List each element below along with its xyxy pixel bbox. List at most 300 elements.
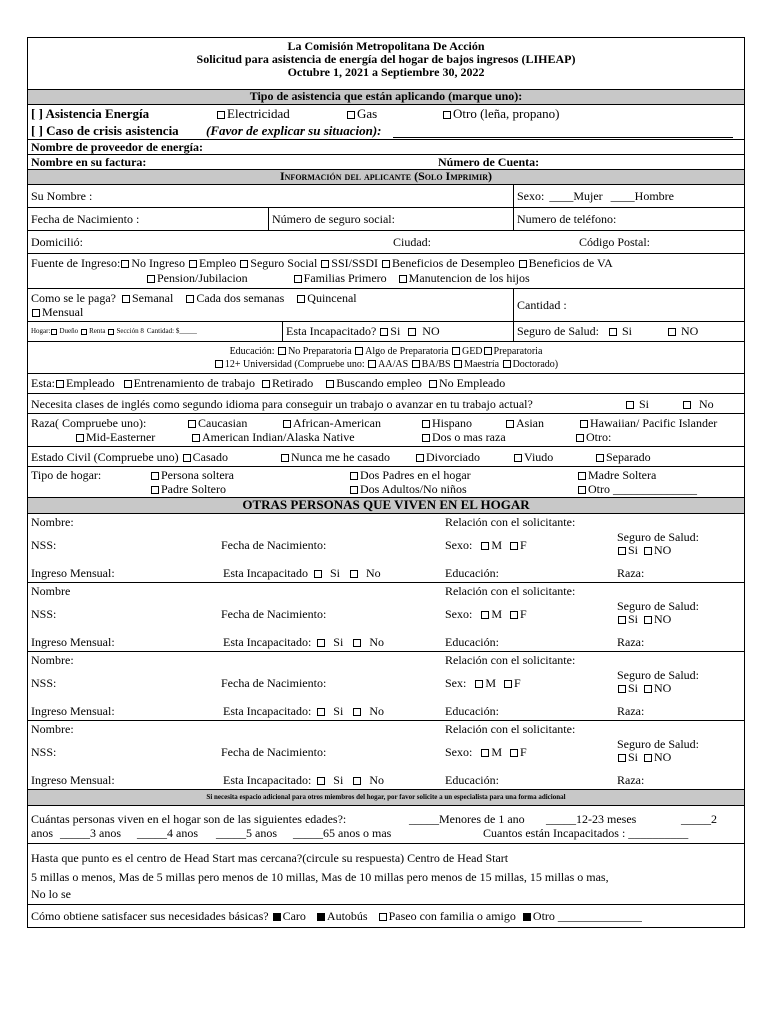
checkbox-icon [416, 454, 424, 462]
person-health-no: NO [654, 750, 672, 764]
home-s8: Sección 8 [116, 327, 144, 335]
person-disabled-yes: Si [333, 704, 344, 718]
inc-unemp: Beneficios de Desempleo [391, 256, 515, 270]
age-65[interactable]: _____65 anos o mas [293, 826, 392, 840]
checkbox-icon[interactable] [618, 547, 626, 555]
checkbox-icon[interactable] [618, 616, 626, 624]
marital-row [28, 447, 744, 467]
age-5[interactable]: _____5 anos [216, 826, 277, 840]
checkbox-icon[interactable] [294, 275, 302, 283]
education-line1 [28, 345, 744, 358]
checkbox-icon[interactable] [314, 570, 322, 578]
checkbox-icon[interactable] [108, 329, 114, 335]
person-ssn-field[interactable]: NSS: [31, 538, 57, 552]
employment-status-row [28, 374, 744, 394]
headstart-row [28, 844, 744, 905]
age-12-23[interactable]: _____12-23 meses [546, 812, 637, 826]
person-sex-field [445, 677, 521, 690]
person-health-yes: Si [628, 543, 639, 557]
person-relation-field[interactable]: Relación con el solicitante: [445, 584, 576, 598]
checkbox-icon[interactable] [379, 913, 387, 921]
hh-twoparents[interactable] [349, 469, 471, 482]
pay-question: Como se le paga? [31, 291, 116, 305]
checkbox-icon[interactable] [368, 360, 376, 368]
person-dob-field[interactable]: Fecha de Nacimiento: [221, 538, 327, 552]
mar-separated[interactable] [595, 451, 651, 464]
pay-semimonthly: Quincenal [307, 291, 357, 305]
headstart-options[interactable]: 5 millas o menos, Mas de 5 millas pero menos de 10 millas, Mas de 10 millas pero menos de 15 millas, 15 millas o mas, [31, 870, 609, 884]
marital-label: Estado Civil (Compruebe uno) [31, 450, 179, 464]
mar-married: Casado [192, 450, 228, 464]
checkbox-icon [683, 401, 691, 409]
pay-weekly: Semanal [131, 291, 174, 305]
person-race-field[interactable]: Raza: [617, 566, 645, 580]
race-two-label: Dos o mas raza [432, 430, 506, 444]
race-other-label: Otro: [586, 430, 612, 444]
opt-electric-label: Electricidad [227, 106, 290, 121]
person-health-options [617, 751, 671, 764]
person-relation-field[interactable]: Relación con el solicitante: [445, 515, 576, 529]
hh-twoadults[interactable] [349, 483, 467, 496]
pay-frequency-field [28, 289, 514, 321]
checkbox-icon[interactable] [121, 260, 129, 268]
other-person-block [28, 583, 744, 652]
person-disabled-yes: Si [329, 566, 340, 580]
checkbox-icon[interactable] [353, 708, 361, 716]
bill-row [28, 155, 744, 170]
person-disabled-field [223, 774, 384, 787]
hh-singledad[interactable] [150, 483, 226, 496]
checkbox-icon[interactable] [523, 913, 531, 921]
checkbox-icon[interactable] [503, 360, 511, 368]
inc-support: Manutencion de los hijos [408, 271, 530, 285]
mar-widow[interactable] [513, 451, 553, 464]
checkbox-icon [443, 111, 451, 119]
bill-name-field[interactable]: Nombre en su factura: [31, 155, 147, 169]
city-field[interactable]: Ciudad: [393, 235, 431, 249]
checkbox-icon[interactable] [355, 347, 363, 355]
checkbox-icon[interactable] [481, 542, 489, 550]
form-header [28, 38, 744, 90]
checkbox-icon[interactable] [273, 913, 281, 921]
checkbox-icon[interactable] [382, 260, 390, 268]
person-ssn-field[interactable]: NSS: [31, 607, 57, 621]
checkbox-icon [350, 472, 358, 480]
checkbox-icon[interactable] [408, 328, 416, 336]
hh-singledad-label: Padre Soltero [161, 482, 226, 496]
age-2[interactable]: _____2 [681, 812, 717, 826]
race-row [28, 414, 744, 447]
checkbox-icon[interactable] [240, 260, 248, 268]
checkbox-icon[interactable] [353, 777, 361, 785]
health-no: NO [681, 324, 699, 338]
person-sex-label: Sexo: [445, 607, 473, 621]
health-insurance-field [514, 322, 744, 341]
phone-field[interactable]: Numero de teléfono: [517, 211, 617, 226]
household-row [28, 467, 744, 498]
race-other[interactable] [575, 431, 611, 444]
person-dob-field[interactable]: Fecha de Nacimiento: [221, 676, 327, 690]
checkbox-icon[interactable] [481, 611, 489, 619]
english-question: Necesita clases de inglés como segundo idioma para conseguir un trabajo o avanzar en tu trabajo actual? [31, 397, 533, 411]
person-relation-field[interactable]: Relación con el solicitante: [445, 722, 576, 736]
checkbox-icon[interactable] [317, 708, 325, 716]
checkbox-icon[interactable] [412, 360, 420, 368]
checkbox-icon[interactable] [317, 639, 325, 647]
opt-gas[interactable] [346, 107, 377, 120]
additional-space-note: Si necesita espacio adicional para otros miembros del hogar, por favor solicite a un especialista para una forma adicional [28, 790, 744, 806]
inc-job: Empleo [198, 256, 237, 270]
ages-row [28, 806, 744, 844]
checkbox-icon[interactable] [51, 329, 57, 335]
income-source-label: Fuente de Ingreso: [31, 256, 121, 270]
sex-male[interactable]: Hombre [634, 188, 674, 203]
needs-car: Caro [282, 909, 306, 923]
person-disabled-no: No [369, 773, 384, 787]
applicant-name-field[interactable]: Su Nombre : [28, 185, 514, 207]
checkbox-icon[interactable] [124, 380, 132, 388]
amount-field[interactable]: Cantidad : [517, 297, 567, 312]
hh-twoadults-label: Dos Adultos/No niños [360, 482, 467, 496]
crisis-explain-line[interactable] [393, 137, 733, 138]
checkbox-icon [192, 434, 200, 442]
education-line2 [28, 358, 744, 371]
mar-widow-label: Viudo [524, 450, 554, 464]
checkbox-icon[interactable] [504, 680, 512, 688]
person-income-field[interactable]: Ingreso Mensual: [31, 704, 115, 718]
checkbox-icon[interactable] [317, 913, 325, 921]
person-health-options [617, 682, 671, 695]
checkbox-icon [422, 434, 430, 442]
energy-assist-checkbox[interactable]: [ ] Asistencia Energía [31, 106, 150, 121]
checkbox-icon[interactable] [353, 639, 361, 647]
person-disabled-field [223, 567, 381, 580]
checkbox-icon[interactable] [56, 380, 64, 388]
checkbox-icon[interactable] [644, 547, 652, 555]
checkbox-icon[interactable] [262, 380, 270, 388]
edu-ged: GED [461, 346, 483, 357]
person-name-field[interactable]: Nombre: [31, 515, 74, 529]
person-edu-field[interactable]: Educación: [445, 773, 499, 787]
person-sex-field [445, 608, 527, 621]
checkbox-icon[interactable] [510, 542, 518, 550]
other-person-block [28, 514, 744, 583]
checkbox-icon [188, 420, 196, 428]
checkbox-icon[interactable] [475, 680, 483, 688]
disabled-no: NO [422, 324, 440, 338]
checkbox-icon[interactable] [429, 380, 437, 388]
edu-aa: AA/AS [378, 359, 409, 370]
status-label: Esta: [31, 376, 55, 390]
provider-name-field[interactable]: Nombre de proveedor de energía: [28, 140, 744, 155]
person-sex-m: M [491, 538, 503, 552]
person-race-field[interactable]: Raza: [617, 773, 645, 787]
checkbox-icon[interactable] [454, 360, 462, 368]
edu-12: 12+ Universidad [224, 359, 292, 370]
crisis-note: (Favor de explicar su situacion): [206, 123, 382, 138]
edu-hs: Preparatoria [493, 346, 543, 357]
hh-other[interactable] [577, 483, 697, 496]
person-sex-f: F [520, 745, 527, 759]
person-health-label: Seguro de Salud: [617, 599, 699, 613]
person-disabled-yes: Si [333, 635, 344, 649]
checkbox-icon[interactable] [644, 616, 652, 624]
org-name: La Comisión Metropolitana De Acción [287, 39, 485, 53]
crisis-checkbox[interactable]: [ ] Caso de crisis asistencia [31, 123, 179, 138]
marital-line [31, 451, 228, 464]
checkbox-icon[interactable] [399, 275, 407, 283]
home-rent: Renta [89, 327, 106, 335]
checkbox-icon[interactable] [618, 754, 626, 762]
race-amind-label: American Indian/Alaska Native [202, 430, 355, 444]
checkbox-icon[interactable] [644, 754, 652, 762]
person-name-field[interactable]: Nombre [31, 584, 71, 598]
person-edu-field[interactable]: Educación: [445, 635, 499, 649]
person-sex-field [445, 539, 527, 552]
person-disabled-no: No [369, 704, 384, 718]
checkbox-icon [281, 454, 289, 462]
disabled-count[interactable]: Cuantos están Incapacitados : __________ [483, 826, 689, 840]
age-under1[interactable]: _____Menores de 1 ano [409, 812, 525, 826]
person-health-no: NO [654, 681, 672, 695]
person-health-no: NO [654, 543, 672, 557]
opt-electric[interactable] [216, 107, 290, 120]
checkbox-icon[interactable] [189, 260, 197, 268]
needs-bus: Autobús [326, 909, 368, 923]
race-asian[interactable] [505, 417, 544, 430]
mar-divorced-label: Divorciado [426, 450, 480, 464]
headstart-unknown[interactable]: No lo se [31, 887, 71, 901]
checkbox-icon[interactable] [81, 329, 87, 335]
person-sex-m: M [491, 607, 503, 621]
checkbox-icon[interactable] [481, 749, 489, 757]
checkbox-icon[interactable] [350, 570, 358, 578]
headstart-question: Hasta que punto es el centro de Head Start mas cercana?(circule su respuesta) Centro de Head Start [31, 851, 509, 865]
st-retired: Retirado [271, 376, 314, 390]
person-relation-field[interactable]: Relación con el solicitante: [445, 653, 576, 667]
sex-label: Sexo: [517, 188, 545, 203]
inc-ssi: SSI/SSDI [331, 256, 378, 270]
checkbox-icon[interactable] [510, 611, 518, 619]
person-dob-field[interactable]: Fecha de Nacimiento: [221, 607, 327, 621]
person-dob-field[interactable]: Fecha de Nacimiento: [221, 745, 327, 759]
person-race-field[interactable]: Raza: [617, 635, 645, 649]
person-disabled-field [223, 636, 384, 649]
race-cauc[interactable] [187, 417, 247, 430]
person-name-field[interactable]: Nombre: [31, 722, 74, 736]
account-number-field[interactable]: Número de Cuenta: [438, 155, 540, 169]
others-heading: OTRAS PERSONAS QUE VIVEN EN EL HOGAR [28, 498, 744, 514]
opt-gas-label: Gas [357, 106, 378, 121]
needs-row [28, 905, 744, 927]
checkbox-icon[interactable] [618, 685, 626, 693]
income-source-row [28, 254, 744, 289]
health-yes: Si [622, 324, 633, 338]
edu-check: (Compruebe uno: [294, 359, 365, 370]
person-income-field[interactable]: Ingreso Mensual: [31, 773, 115, 787]
checkbox-icon[interactable] [215, 360, 223, 368]
english-row [28, 394, 744, 414]
edu-somehs: Algo de Preparatoria [365, 346, 449, 357]
applicant-heading: Información del aplicante (Solo Imprimir) [28, 170, 744, 185]
checkbox-icon[interactable] [609, 328, 617, 336]
person-sex-f: F [520, 607, 527, 621]
edu-label: Educación: [229, 346, 275, 357]
person-edu-field[interactable]: Educación: [445, 704, 499, 718]
checkbox-icon[interactable] [668, 328, 676, 336]
checkbox-icon [626, 401, 634, 409]
person-health-options [617, 544, 671, 557]
checkbox-icon [151, 486, 159, 494]
english-no[interactable] [682, 398, 714, 411]
checkbox-icon[interactable] [122, 295, 130, 303]
hh-single[interactable] [150, 469, 234, 482]
person-disabled-label: Esta Incapacitado [223, 566, 308, 580]
person-sex-f: F [514, 676, 521, 690]
address-row [28, 231, 744, 254]
inc-va: Beneficios de VA [528, 256, 613, 270]
disabled-question: Esta Incapacitado? [286, 324, 377, 338]
mar-separated-label: Separado [606, 450, 651, 464]
checkbox-icon[interactable] [317, 777, 325, 785]
checkbox-icon [576, 434, 584, 442]
age-4[interactable]: _____4 anos [137, 826, 198, 840]
person-race-field[interactable]: Raza: [617, 704, 645, 718]
education-row [28, 342, 744, 374]
program-period: Octubre 1, 2021 a Septiembre 30, 2022 [287, 65, 485, 79]
checkbox-icon[interactable] [510, 749, 518, 757]
checkbox-icon [596, 454, 604, 462]
checkbox-icon[interactable] [484, 347, 492, 355]
checkbox-icon[interactable] [519, 260, 527, 268]
checkbox-icon[interactable] [297, 295, 305, 303]
race-hawaii-label: Hawaiian/ Pacific Islander [590, 416, 718, 430]
sex-female[interactable]: Mujer [573, 188, 603, 203]
checkbox-icon[interactable] [278, 347, 286, 355]
race-amind[interactable] [191, 431, 355, 444]
checkbox-icon[interactable] [147, 275, 155, 283]
race-mideast-label: Mid-Easterner [86, 430, 156, 444]
checkbox-icon[interactable] [186, 295, 194, 303]
checkbox-icon[interactable] [32, 309, 40, 317]
race-afam-label: African-American [293, 416, 381, 430]
home-qty[interactable]: Cantidad: $_____ [146, 327, 197, 335]
health-ins-label: Seguro de Salud: [517, 324, 599, 338]
person-edu-field[interactable]: Educación: [445, 566, 499, 580]
race-hawaii[interactable] [579, 417, 717, 430]
checkbox-icon [578, 472, 586, 480]
race-afam[interactable] [282, 417, 381, 430]
person-disabled-no: No [369, 635, 384, 649]
checkbox-icon[interactable] [380, 328, 388, 336]
hh-twoparents-label: Dos Padres en el hogar [360, 468, 471, 482]
age-3[interactable]: _____3 anos [60, 826, 121, 840]
person-sex-m: M [491, 745, 503, 759]
income-source-line1 [31, 257, 613, 270]
st-employed: Empleado [66, 376, 115, 390]
st-seeking: Buscando empleo [336, 376, 422, 390]
person-sex-m: M [485, 676, 497, 690]
person-disabled-label: Esta Incapacitado: [223, 635, 312, 649]
race-hisp[interactable] [421, 417, 472, 430]
form-title: Solicitud para asistencia de energía del hogar de bajos ingresos (LIHEAP) [196, 52, 576, 66]
pay-row [28, 289, 744, 322]
checkbox-icon [217, 111, 225, 119]
sex-field[interactable]: Sexo: ____ Mujer ____ Hombre [517, 188, 674, 203]
address-field[interactable]: Domicilió: [31, 235, 83, 249]
checkbox-icon [347, 111, 355, 119]
english-no-label: No [699, 397, 714, 411]
person-health-no: NO [654, 612, 672, 626]
mar-divorced[interactable] [415, 451, 480, 464]
person-sex-f: F [520, 538, 527, 552]
person-health-options [617, 613, 671, 626]
dob-field[interactable]: Fecha de Nacimiento : [28, 208, 269, 230]
checkbox-icon[interactable] [321, 260, 329, 268]
home-owner: Dueño [59, 327, 79, 335]
disabled-yes: Si [390, 324, 401, 338]
person-health-label: Seguro de Salud: [617, 530, 699, 544]
mar-never[interactable] [280, 451, 390, 464]
assist-type-section [28, 105, 744, 140]
person-ssn-field[interactable]: NSS: [31, 676, 57, 690]
home-type-field [28, 322, 283, 341]
person-disabled-yes: Si [333, 773, 344, 787]
person-health-yes: Si [628, 750, 639, 764]
person-income-field[interactable]: Ingreso Mensual: [31, 566, 115, 580]
household-label: Tipo de hogar: [31, 468, 102, 482]
disabled-field [283, 322, 514, 341]
race-asian-label: Asian [516, 416, 544, 430]
home-label: Hogar: [31, 327, 51, 335]
hh-other-label: Otro ______________ [588, 482, 697, 496]
checkbox-icon[interactable] [644, 685, 652, 693]
income-source-line2 [146, 272, 530, 285]
person-health-label: Seguro de Salud: [617, 668, 699, 682]
hh-singlemom[interactable] [577, 469, 656, 482]
checkbox-icon [151, 472, 159, 480]
checkbox-icon [422, 420, 430, 428]
inc-families: Familias Primero [303, 271, 387, 285]
race-label: Raza( Compruebe uno): [31, 416, 147, 430]
checkbox-icon [506, 420, 514, 428]
person-disabled-label: Esta Incapacitado: [223, 704, 312, 718]
hh-singlemom-label: Madre Soltera [588, 468, 657, 482]
person-ssn-field[interactable]: NSS: [31, 745, 57, 759]
checkbox-icon[interactable] [183, 454, 191, 462]
dob-ssn-row [28, 208, 744, 231]
opt-other-label: Otro (leña, propano) [453, 106, 560, 121]
person-sex-label: Sexo: [445, 538, 473, 552]
race-two[interactable] [421, 431, 506, 444]
needs-line [31, 910, 642, 923]
person-name-field[interactable]: Nombre: [31, 653, 74, 667]
checkbox-icon[interactable] [452, 347, 460, 355]
checkbox-icon[interactable] [326, 380, 334, 388]
edu-ma: Maestría [464, 359, 500, 370]
race-mideast[interactable] [75, 431, 155, 444]
zip-field[interactable]: Código Postal: [579, 235, 651, 249]
person-income-field[interactable]: Ingreso Mensual: [31, 635, 115, 649]
st-unemployed: No Empleado [438, 376, 506, 390]
ssn-field[interactable]: Número de seguro social: [269, 208, 514, 230]
race-cauc-label: Caucasian [198, 416, 248, 430]
needs-question: Cómo obtiene satisfacer sus necesidades básicas? [31, 909, 269, 923]
english-yes[interactable] [625, 398, 649, 411]
opt-other[interactable] [442, 107, 560, 120]
checkbox-icon [283, 420, 291, 428]
checkbox-icon [76, 434, 84, 442]
